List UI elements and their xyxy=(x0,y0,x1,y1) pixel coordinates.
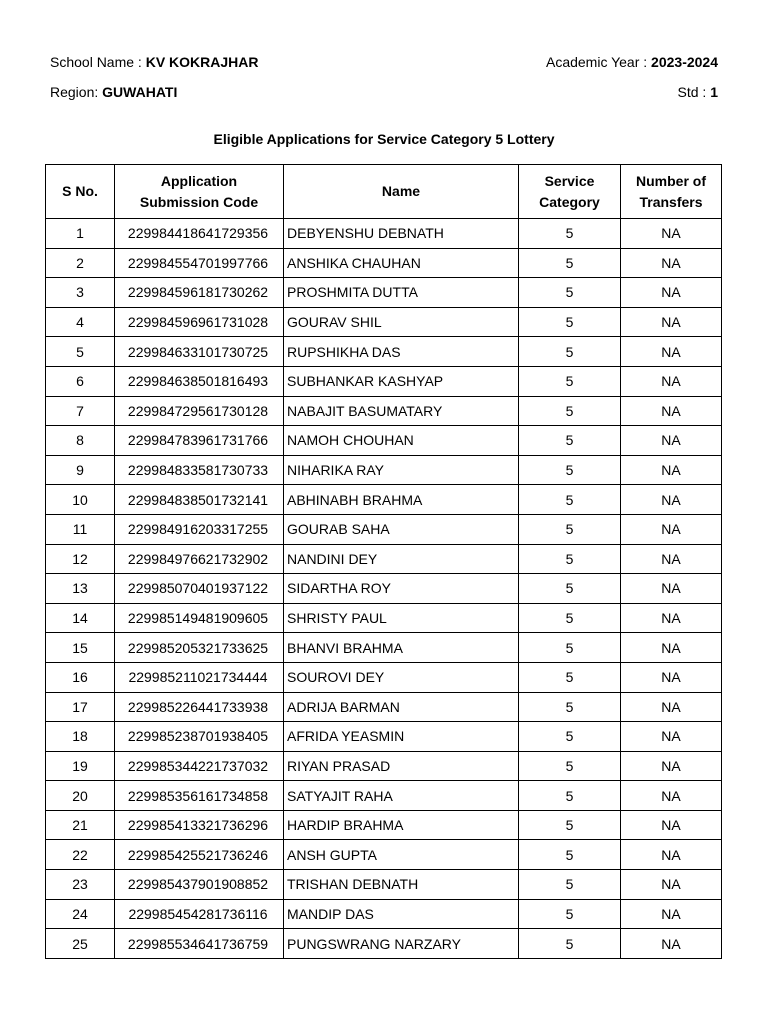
cell-service-category: 5 xyxy=(519,751,621,781)
table-row xyxy=(46,544,722,574)
cell-name: SOUROVI DEY xyxy=(284,662,519,692)
cell-service-category: 5 xyxy=(519,633,621,663)
cell-sno: 3 xyxy=(46,278,115,308)
table-row xyxy=(46,929,722,959)
cell-sno: 16 xyxy=(46,662,115,692)
cell-sno: 5 xyxy=(46,337,115,367)
cell-name: ABHINABH BRAHMA xyxy=(284,485,519,515)
cell-name: SHRISTY PAUL xyxy=(284,603,519,633)
table-row xyxy=(46,485,722,515)
cell-name: RIYAN PRASAD xyxy=(284,751,519,781)
cell-sno: 6 xyxy=(46,366,115,396)
document-title: Eligible Applications for Service Category 5 Lottery xyxy=(213,131,555,147)
school-name-value: KV KOKRAJHAR xyxy=(145,54,259,70)
cell-sno: 18 xyxy=(46,722,115,752)
cell-service-category: 5 xyxy=(519,426,621,456)
cell-transfers: NA xyxy=(621,366,722,396)
table-body xyxy=(46,219,722,959)
cell-sno: 13 xyxy=(46,574,115,604)
cell-submission-code: 229984418641729356 xyxy=(115,219,284,249)
cell-sno: 9 xyxy=(46,455,115,485)
cell-service-category: 5 xyxy=(519,544,621,574)
cell-submission-code: 229985070401937122 xyxy=(115,574,284,604)
cell-transfers: NA xyxy=(621,396,722,426)
cell-name: GOURAB SAHA xyxy=(284,514,519,544)
cell-transfers: NA xyxy=(621,810,722,840)
cell-sno: 24 xyxy=(46,899,115,929)
cell-submission-code: 229984833581730733 xyxy=(115,455,284,485)
cell-sno: 10 xyxy=(46,485,115,515)
cell-name: GOURAV SHIL xyxy=(284,307,519,337)
cell-transfers: NA xyxy=(621,929,722,959)
cell-sno: 23 xyxy=(46,870,115,900)
cell-service-category: 5 xyxy=(519,692,621,722)
cell-name: HARDIP BRAHMA xyxy=(284,810,519,840)
table-row xyxy=(46,337,722,367)
cell-sno: 19 xyxy=(46,751,115,781)
standard-label: Std : xyxy=(677,84,711,100)
cell-submission-code: 229984838501732141 xyxy=(115,485,284,515)
cell-submission-code: 229984633101730725 xyxy=(115,337,284,367)
cell-service-category: 5 xyxy=(519,219,621,249)
table-row xyxy=(46,722,722,752)
cell-transfers: NA xyxy=(621,751,722,781)
cell-submission-code: 229985356161734858 xyxy=(115,781,284,811)
region xyxy=(50,84,177,100)
school-name xyxy=(50,54,259,70)
standard xyxy=(678,84,718,100)
cell-sno: 2 xyxy=(46,248,115,278)
table-row xyxy=(46,396,722,426)
applications-table xyxy=(45,164,722,959)
table-row xyxy=(46,426,722,456)
cell-submission-code: 229985437901908852 xyxy=(115,870,284,900)
cell-name: SIDARTHA ROY xyxy=(284,574,519,604)
cell-submission-code: 229985211021734444 xyxy=(115,662,284,692)
cell-transfers: NA xyxy=(621,337,722,367)
table-row xyxy=(46,219,722,249)
cell-name: NABAJIT BASUMATARY xyxy=(284,396,519,426)
cell-service-category: 5 xyxy=(519,840,621,870)
cell-transfers: NA xyxy=(621,603,722,633)
cell-service-category: 5 xyxy=(519,337,621,367)
cell-sno: 15 xyxy=(46,633,115,663)
cell-name: NIHARIKA RAY xyxy=(284,455,519,485)
cell-submission-code: 229984554701997766 xyxy=(115,248,284,278)
column-header-transfers: Number of Transfers xyxy=(621,165,722,219)
table-row xyxy=(46,692,722,722)
academic-year-label: Academic Year : xyxy=(545,54,652,70)
cell-service-category: 5 xyxy=(519,574,621,604)
cell-service-category: 5 xyxy=(519,278,621,308)
cell-transfers: NA xyxy=(621,307,722,337)
table-header-row xyxy=(46,165,722,219)
cell-transfers: NA xyxy=(621,781,722,811)
cell-transfers: NA xyxy=(621,455,722,485)
cell-transfers: NA xyxy=(621,870,722,900)
cell-transfers: NA xyxy=(621,278,722,308)
cell-sno: 1 xyxy=(46,219,115,249)
cell-transfers: NA xyxy=(621,662,722,692)
academic-year-value: 2023-2024 xyxy=(651,54,718,70)
cell-transfers: NA xyxy=(621,899,722,929)
table-row xyxy=(46,870,722,900)
table-row xyxy=(46,781,722,811)
table-row xyxy=(46,603,722,633)
table-row xyxy=(46,455,722,485)
cell-transfers: NA xyxy=(621,840,722,870)
table-row xyxy=(46,574,722,604)
cell-name: ANSH GUPTA xyxy=(284,840,519,870)
cell-submission-code: 229984729561730128 xyxy=(115,396,284,426)
school-name-label: School Name : xyxy=(50,54,146,70)
cell-service-category: 5 xyxy=(519,396,621,426)
cell-transfers: NA xyxy=(621,544,722,574)
cell-sno: 12 xyxy=(46,544,115,574)
standard-value: 1 xyxy=(710,84,718,100)
cell-submission-code: 229985454281736116 xyxy=(115,899,284,929)
cell-sno: 25 xyxy=(46,929,115,959)
cell-transfers: NA xyxy=(621,485,722,515)
cell-submission-code: 229984638501816493 xyxy=(115,366,284,396)
column-header-name: Name xyxy=(284,165,519,219)
cell-name: DEBYENSHU DEBNATH xyxy=(284,219,519,249)
region-label: Region: xyxy=(50,84,103,100)
cell-name: ANSHIKA CHAUHAN xyxy=(284,248,519,278)
cell-submission-code: 229984976621732902 xyxy=(115,544,284,574)
cell-service-category: 5 xyxy=(519,248,621,278)
cell-name: SATYAJIT RAHA xyxy=(284,781,519,811)
cell-transfers: NA xyxy=(621,248,722,278)
column-header-category: Service Category xyxy=(519,165,621,219)
cell-service-category: 5 xyxy=(519,514,621,544)
cell-name: RUPSHIKHA DAS xyxy=(284,337,519,367)
cell-name: PROSHMITA DUTTA xyxy=(284,278,519,308)
cell-submission-code: 229985534641736759 xyxy=(115,929,284,959)
cell-name: PUNGSWRANG NARZARY xyxy=(284,929,519,959)
cell-name: ADRIJA BARMAN xyxy=(284,692,519,722)
cell-submission-code: 229984596181730262 xyxy=(115,278,284,308)
cell-submission-code: 229984783961731766 xyxy=(115,426,284,456)
cell-submission-code: 229985205321733625 xyxy=(115,633,284,663)
cell-name: NAMOH CHOUHAN xyxy=(284,426,519,456)
cell-sno: 20 xyxy=(46,781,115,811)
table-row xyxy=(46,633,722,663)
cell-submission-code: 229985425521736246 xyxy=(115,840,284,870)
column-header-code: Application Submission Code xyxy=(115,165,284,219)
cell-service-category: 5 xyxy=(519,929,621,959)
column-header-sno: S No. xyxy=(46,165,115,219)
cell-submission-code: 229985413321736296 xyxy=(115,810,284,840)
cell-sno: 14 xyxy=(46,603,115,633)
academic-year xyxy=(546,54,718,70)
cell-service-category: 5 xyxy=(519,810,621,840)
table-row xyxy=(46,751,722,781)
cell-sno: 7 xyxy=(46,396,115,426)
table-row xyxy=(46,810,722,840)
cell-service-category: 5 xyxy=(519,603,621,633)
region-value: GUWAHATI xyxy=(102,84,178,100)
cell-submission-code: 229984596961731028 xyxy=(115,307,284,337)
cell-transfers: NA xyxy=(621,692,722,722)
cell-transfers: NA xyxy=(621,426,722,456)
cell-service-category: 5 xyxy=(519,455,621,485)
cell-submission-code: 229985149481909605 xyxy=(115,603,284,633)
table-row xyxy=(46,366,722,396)
cell-service-category: 5 xyxy=(519,722,621,752)
table-row xyxy=(46,840,722,870)
cell-sno: 21 xyxy=(46,810,115,840)
cell-submission-code: 229984916203317255 xyxy=(115,514,284,544)
table-row xyxy=(46,307,722,337)
cell-name: MANDIP DAS xyxy=(284,899,519,929)
cell-transfers: NA xyxy=(621,722,722,752)
cell-sno: 4 xyxy=(46,307,115,337)
cell-sno: 22 xyxy=(46,840,115,870)
cell-service-category: 5 xyxy=(519,870,621,900)
cell-transfers: NA xyxy=(621,574,722,604)
cell-transfers: NA xyxy=(621,219,722,249)
cell-service-category: 5 xyxy=(519,307,621,337)
table-row xyxy=(46,278,722,308)
cell-submission-code: 229985238701938405 xyxy=(115,722,284,752)
table-row xyxy=(46,514,722,544)
cell-name: AFRIDA YEASMIN xyxy=(284,722,519,752)
cell-service-category: 5 xyxy=(519,662,621,692)
cell-submission-code: 229985226441733938 xyxy=(115,692,284,722)
cell-name: SUBHANKAR KASHYAP xyxy=(284,366,519,396)
cell-service-category: 5 xyxy=(519,485,621,515)
cell-sno: 8 xyxy=(46,426,115,456)
cell-transfers: NA xyxy=(621,514,722,544)
table-row xyxy=(46,662,722,692)
cell-service-category: 5 xyxy=(519,899,621,929)
cell-sno: 17 xyxy=(46,692,115,722)
table-row xyxy=(46,248,722,278)
cell-service-category: 5 xyxy=(519,366,621,396)
cell-name: BHANVI BRAHMA xyxy=(284,633,519,663)
cell-transfers: NA xyxy=(621,633,722,663)
cell-name: NANDINI DEY xyxy=(284,544,519,574)
cell-submission-code: 229985344221737032 xyxy=(115,751,284,781)
table-row xyxy=(46,899,722,929)
cell-service-category: 5 xyxy=(519,781,621,811)
cell-sno: 11 xyxy=(46,514,115,544)
cell-name: TRISHAN DEBNATH xyxy=(284,870,519,900)
